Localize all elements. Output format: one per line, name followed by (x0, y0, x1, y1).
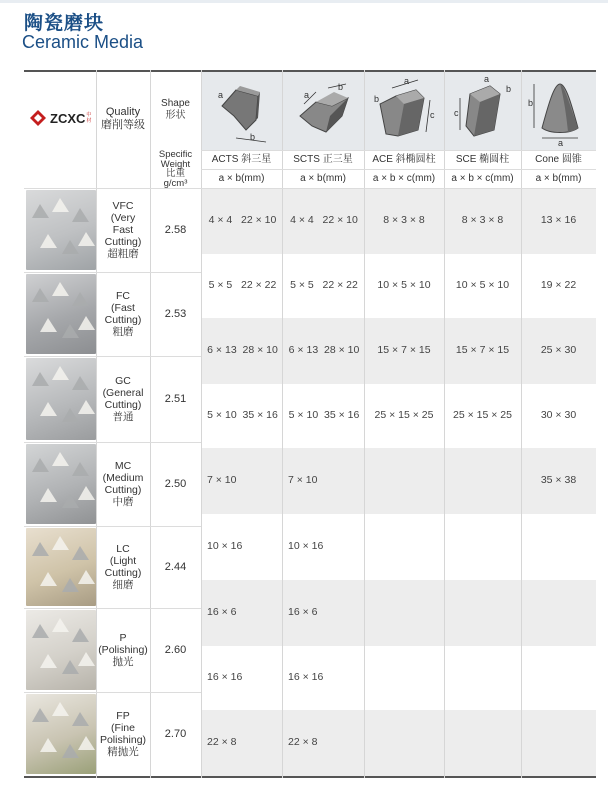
ace-shape-icon (368, 74, 442, 146)
size-cell: 10 × 5 × 10 (455, 279, 510, 291)
size-cell: 16 × 16 (207, 671, 243, 683)
specific-weight: 2.44 (164, 561, 187, 573)
quality-code: VFC (112, 200, 134, 212)
shape-name-4: Cone 圆锥 (535, 154, 582, 165)
dim-b-label-3: b (374, 94, 380, 104)
sce-shape-icon (448, 74, 520, 146)
shape-name-3: SCE 椭圆柱 (455, 154, 510, 165)
bottom-rule (24, 776, 596, 778)
sample-photo-fp (26, 694, 96, 774)
size-cell: 16 × 16 (288, 671, 324, 683)
weight-header-unit: g/cm³ (163, 177, 188, 189)
specific-weight: 2.51 (164, 393, 187, 405)
zcxc-diamond-icon (30, 110, 46, 126)
size-cell: 8 × 3 × 8 (383, 214, 425, 226)
shape-name-2: ACE 斜椭圆柱 (372, 154, 436, 165)
size-cell: 5 × 5 22 × 22 (208, 279, 277, 291)
weight-header-zh: 比重 (165, 168, 185, 179)
quality-zh: 普通 (112, 411, 134, 423)
dim-c-label-3: c (430, 110, 435, 120)
quality-zh: 粗磨 (112, 326, 134, 338)
sample-photo-fc (26, 274, 96, 354)
quality-desc-line: Cutting) (104, 567, 142, 579)
quality-desc-line: Fast (112, 224, 134, 236)
dim-b-label-2: b (338, 82, 344, 92)
quality-desc-line: (Fast (111, 302, 135, 314)
shape-header-zh: 形状 (165, 110, 186, 121)
quality-zh: 抛光 (112, 656, 134, 668)
sample-photo-mc (26, 444, 96, 524)
quality-header-zh: 磨削等级 (101, 119, 145, 131)
quality-desc-line: (Very (110, 212, 136, 224)
sample-photo-gc (26, 358, 96, 440)
size-cell: 10 × 16 (207, 540, 243, 552)
size-cell: 15 × 7 × 15 (377, 344, 431, 356)
size-cell: 8 × 3 × 8 (461, 214, 504, 226)
specific-weight: 2.50 (164, 478, 187, 490)
size-cell: 4 × 4 22 × 10 (208, 214, 277, 226)
size-cell: 4 × 4 22 × 10 (290, 214, 358, 226)
brand-name: ZCXC (50, 110, 86, 126)
dim-a-label-2: a (304, 90, 310, 100)
size-cell: 25 × 15 × 25 (374, 409, 434, 421)
quality-desc-line: Polishing) (99, 734, 147, 746)
shape-name-1: SCTS 正三星 (293, 154, 353, 165)
quality-desc-line: (Medium (102, 472, 144, 484)
quality-code: P (119, 632, 127, 644)
size-cell: 5 × 5 22 × 22 (290, 279, 358, 291)
shape-dims-4: a × b(mm) (535, 173, 582, 184)
page-title-zh: 陶瓷磨块 (24, 12, 105, 34)
specific-weight: 2.58 (164, 224, 187, 236)
size-cell: 7 × 10 (207, 474, 237, 486)
shape-dims-2: a × b × c(mm) (372, 173, 436, 184)
shape-name-0: ACTS 斜三星 (211, 154, 272, 165)
size-cell: 22 × 8 (288, 736, 318, 748)
sample-photo-lc (26, 528, 96, 606)
shape-header: Shape (161, 98, 190, 109)
quality-code: GC (115, 375, 131, 387)
quality-desc-line: Cutting) (104, 236, 142, 248)
size-cell: 22 × 8 (207, 736, 237, 748)
top-strip (0, 0, 608, 3)
brand-mark: 中材 (86, 112, 92, 124)
scts-shape-icon (286, 76, 362, 146)
dim-a-label-5: a (558, 138, 564, 146)
size-cell: 35 × 38 (540, 474, 577, 486)
dim-b-label-4: b (506, 84, 512, 94)
dim-a-label: a (218, 90, 224, 100)
dim-b-label-5: b (528, 98, 534, 108)
quality-code: MC (114, 460, 132, 472)
dim-a-label-3: a (404, 76, 410, 86)
quality-desc-line: (Light (109, 555, 137, 567)
specific-weight: 2.70 (164, 728, 187, 740)
dim-b-label: b (250, 132, 256, 142)
quality-code: LC (116, 543, 130, 555)
size-cell: 5 × 10 35 × 16 (207, 409, 278, 421)
quality-zh: 细磨 (112, 579, 134, 591)
size-cell: 7 × 10 (288, 474, 318, 486)
top-rule (24, 70, 596, 72)
sample-photo-vfc (26, 190, 96, 270)
size-cell: 16 × 6 (207, 606, 237, 618)
weight-header-2: Weight (160, 158, 191, 170)
size-cell: 25 × 15 × 25 (453, 409, 512, 421)
cone-shape-icon (526, 76, 594, 146)
brand-logo (30, 110, 94, 126)
quality-desc-line: Cutting) (104, 484, 142, 496)
quality-desc-line: Cutting) (104, 314, 142, 326)
size-cell: 16 × 6 (288, 606, 318, 618)
media-table (24, 70, 596, 778)
quality-header: Quality (105, 106, 141, 118)
shape-dims-0: a × b(mm) (218, 173, 265, 184)
size-cell: 15 × 7 × 15 (455, 344, 510, 356)
dim-c-label-4: c (454, 108, 459, 118)
size-cell: 30 × 30 (540, 409, 577, 421)
quality-desc-line: (Fine (111, 722, 135, 734)
shape-dims-1: a × b(mm) (300, 173, 346, 184)
dim-a-label-4: a (484, 74, 490, 84)
quality-zh: 中磨 (112, 496, 134, 508)
size-cell: 5 × 10 35 × 16 (288, 409, 360, 421)
shape-dims-3: a × b × c(mm) (451, 173, 514, 184)
page-title-en: Ceramic Media (22, 32, 144, 52)
size-cell: 25 × 30 (540, 344, 577, 356)
quality-desc-line: (General (102, 387, 144, 399)
size-cell: 13 × 16 (540, 214, 577, 226)
size-cell: 19 × 22 (540, 279, 577, 291)
quality-desc-line: (Polishing) (98, 644, 148, 656)
quality-zh: 超粗磨 (107, 248, 139, 260)
specific-weight: 2.60 (164, 644, 187, 656)
weight-header-1: Specific (158, 149, 193, 160)
specific-weight: 2.53 (164, 308, 187, 320)
quality-code: FP (116, 710, 130, 722)
sample-photo-p (26, 610, 96, 690)
quality-code: FC (116, 290, 130, 302)
size-cell: 6 × 13 28 × 10 (288, 344, 360, 356)
size-cell: 10 × 5 × 10 (377, 279, 431, 291)
quality-desc-line: Cutting) (104, 399, 142, 411)
size-cell: 6 × 13 28 × 10 (207, 344, 278, 356)
acts-shape-icon (206, 76, 278, 146)
quality-zh: 精抛光 (107, 746, 139, 758)
size-cell: 10 × 16 (288, 540, 324, 552)
